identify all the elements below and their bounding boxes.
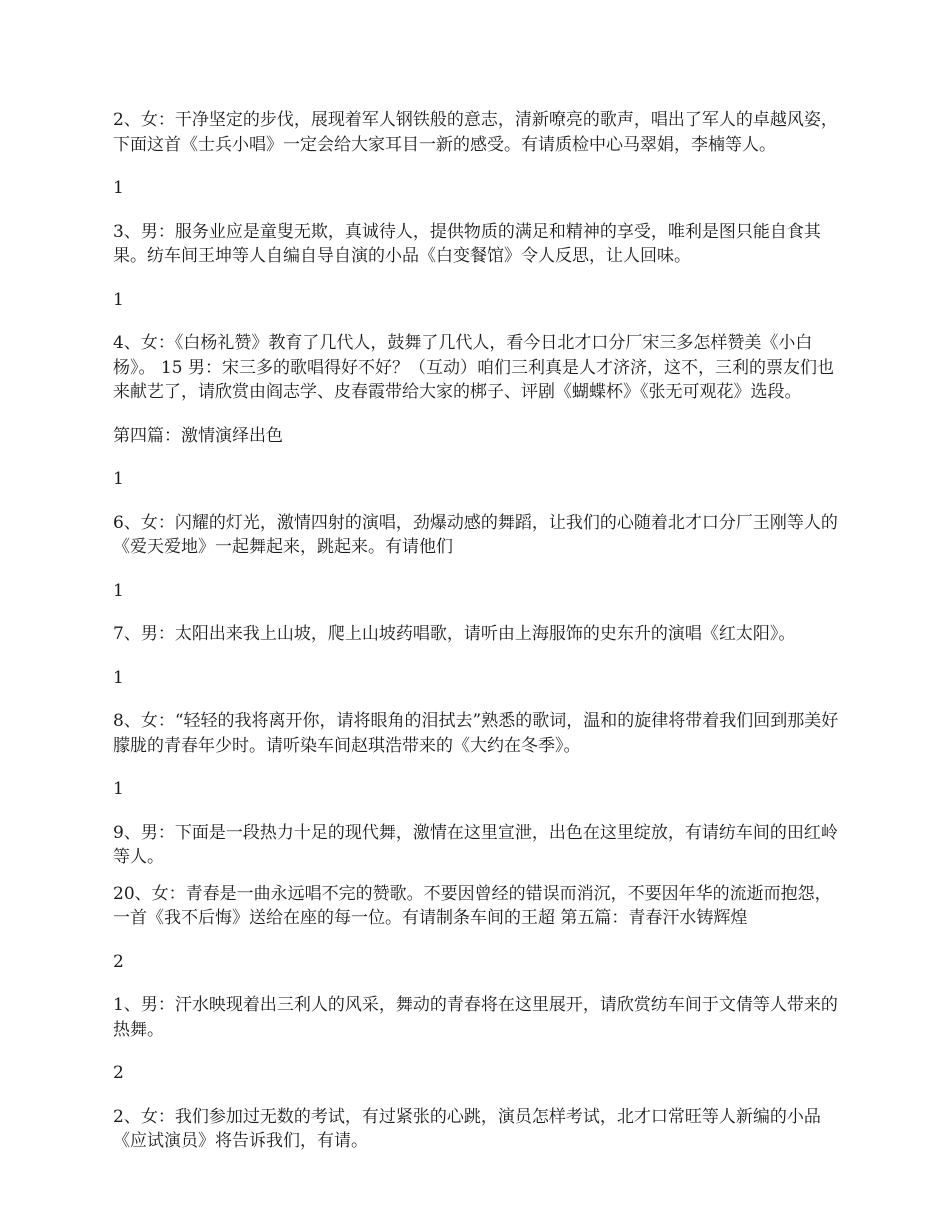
paragraph: 20、女：青春是一曲永远唱不完的赞歌。不要因曾经的错误而消沉，不要因年华的流逝而抱怨，一首《我不后悔》送给在座的每一位。有请制条车间的王超 第五篇：青春汗水铸辉煌 — [113, 883, 832, 928]
page-number-marker: 1 — [113, 469, 124, 489]
page-number-marker: 1 — [113, 580, 124, 601]
page-number-marker: 2 — [113, 951, 124, 972]
paragraph: 9、男：下面是一段热力十足的现代舞，激情在这里宣泄，出色在这里绽放，有请纺车间的田红岭等人。 — [113, 822, 838, 867]
paragraph: 4、女：《白杨礼赞》教育了几代人，鼓舞了几代人，看今日北才口分厂宋三多怎样赞美《小白杨》。 15 男：宋三多的歌唱得好不好？（互动）咱们三利真是人才济济，这不，三利的票友们也来献艺了，请欣赏由阎志学、皮春霞带给大家的梆子、评剧《蝴蝶杯》《张无可观花》选段。 — [113, 333, 834, 402]
page-number-marker: 2 — [113, 1063, 124, 1083]
paragraph: 6、女：闪耀的灯光，激情四射的演唱，劲爆动感的舞蹈，让我们的心随着北才口分厂王刚等人的《爱天爱地》一起舞起来，跳起来。有请他们 — [113, 512, 838, 557]
page-number-marker: 1 — [113, 178, 124, 198]
paragraph: 2、女：干净坚定的步伐，展现着军人钢铁般的意志，清新嘹亮的歌声，唱出了军人的卓越风姿，下面这首《士兵小唱》一定会给大家耳目一新的感受。有请质检中心马翠娟，李楠等人。 — [113, 110, 838, 155]
paragraph: 3、男：服务业应是童叟无欺，真诚待人，提供物质的满足和精神的享受，唯利是图只能自食其果。纺车间王坤等人自编自导自演的小品《白变餐馆》令人反思，让人回味。 — [113, 221, 821, 266]
section-heading: 第四篇：激情演绎出色 — [113, 425, 283, 446]
paragraph: 8、女：“轻轻的我将离开你，请将眼角的泪拭去”熟悉的歌词，温和的旋律将带着我们回到那美好朦胧的青春年少时。请听染车间赵琪浩带来的《大约在冬季》。 — [113, 711, 839, 756]
page-number-marker: 1 — [113, 289, 124, 310]
paragraph: 2、女：我们参加过无数的考试，有过紧张的心跳，演员怎样考试，北才口常旺等人新编的小品《应试演员》将告诉我们，有请。 — [113, 1106, 821, 1151]
page-number-marker: 1 — [113, 667, 124, 688]
paragraph: 7、男：太阳出来我上山坡，爬上山坡药唱歌，请听由上海服饰的史东升的演唱《红太阳》。 — [113, 624, 796, 644]
document-page — [113, 108, 843, 1173]
page-number-marker: 1 — [113, 779, 124, 799]
paragraph: 1、男：汗水映现着出三利人的风采，舞动的青春将在这里展开，请欣赏纺车间于文倩等人带来的热舞。 — [113, 995, 838, 1040]
